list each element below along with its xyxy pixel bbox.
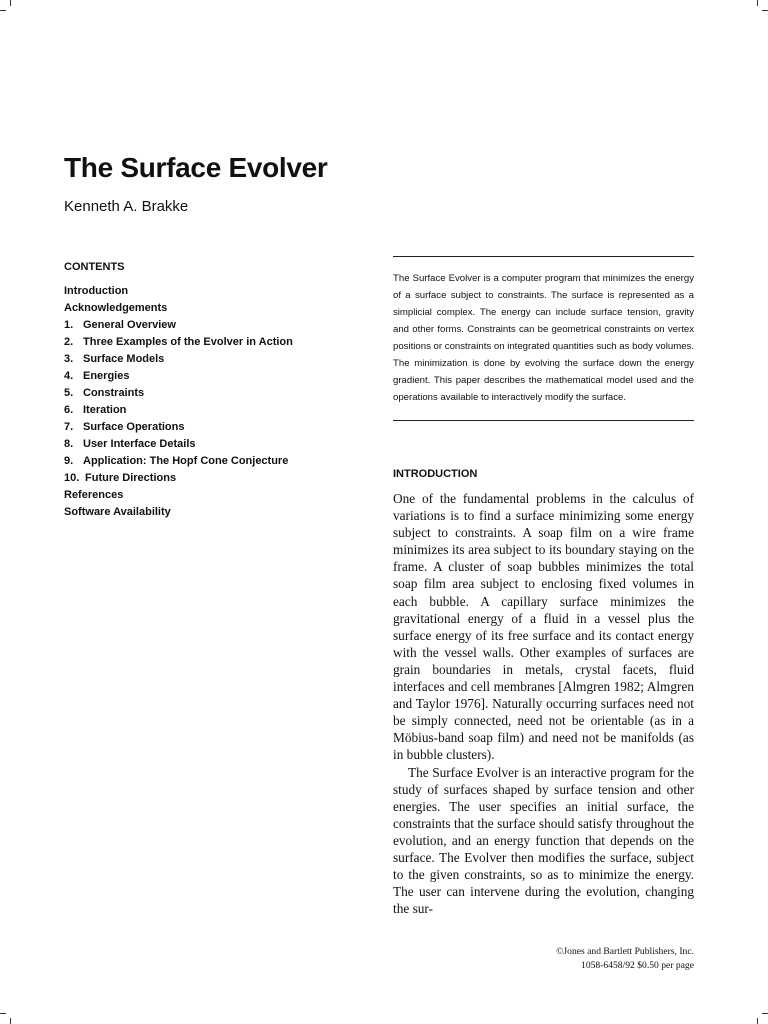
price-line: 1058-6458/92 $0.50 per page — [581, 960, 694, 971]
toc-item-number: 6. — [64, 404, 74, 416]
toc-item-number: 7. — [64, 421, 74, 433]
toc-item-label: Acknowledgements — [64, 302, 168, 314]
crop-mark — [757, 0, 758, 6]
toc-item — [64, 300, 293, 317]
crop-mark — [10, 0, 11, 6]
body-paragraph: One of the fundamental problems in the calculus of variations is to find a surface minimizing some energy subject to constraints. A soap film on a wire frame minimizes its area subject to its boundary staying on the frame. A cluster of soap bubbles minimizes the total soap film area subject to enclosing fixed volumes in each bubble. A capillary surface minimizes the gravitational energy of a fluid in a vessel plus the surface energy of its free surface and its contact energy with the vessel walls. Other examples of surfaces are grain boundaries in metals, crystal facets, fluid interfaces and cell membranes [Almgren 1982; Almgren and Taylor 1976]. Naturally occurring surfaces need not be simply connected, need not be orientable (as in a Möbius-band soap film) and need not be manifolds (as in bubble clusters). — [393, 491, 694, 763]
copyright-line: ©Jones and Bartlett Publishers, Inc. — [556, 946, 694, 957]
crop-mark — [10, 1018, 11, 1024]
crop-mark — [762, 1013, 768, 1014]
toc-item-number: 5. — [64, 387, 74, 399]
abstract-top-rule — [393, 256, 694, 257]
toc-item-number: 4. — [64, 370, 74, 382]
toc-item-label: Constraints — [83, 387, 145, 399]
toc-item-label: Iteration — [83, 404, 127, 416]
toc-item-label: Energies — [83, 370, 130, 382]
toc-item — [64, 385, 293, 402]
crop-mark — [0, 10, 6, 11]
toc-item — [64, 351, 293, 368]
abstract-bottom-rule — [393, 420, 694, 421]
section-heading-introduction: INTRODUCTION — [393, 468, 478, 480]
toc-item-label: Surface Operations — [83, 421, 185, 433]
toc-item-number: 1. — [64, 319, 74, 331]
toc-item — [64, 504, 293, 521]
crop-mark — [0, 1013, 6, 1014]
paper-title: The Surface Evolver — [64, 152, 328, 183]
toc-item-label: General Overview — [83, 319, 176, 331]
introduction-body — [393, 490, 694, 917]
toc-item — [64, 453, 293, 470]
toc-item — [64, 334, 293, 351]
toc-item — [64, 487, 293, 504]
toc-item-label: References — [64, 489, 124, 501]
toc-item — [64, 402, 293, 419]
toc-item-label: Application: The Hopf Cone Conjecture — [83, 455, 289, 467]
toc-item — [64, 470, 293, 487]
toc-item-number: 2. — [64, 336, 74, 348]
contents-heading: CONTENTS — [64, 261, 125, 273]
abstract: The Surface Evolver is a computer program that minimizes the energy of a surface subject to constraints. The surface is represented as a simplicial complex. The energy can include surface tension, gravity and other forms. Constraints can be geometrical constraints on vertex positions or constraints on integrated quantities such as body volumes. The minimization is done by evolving the surface down the energy gradient. This paper describes the mathematical model used and the operations available to interactively modify the surface. — [393, 273, 694, 403]
toc-item-number: 8. — [64, 438, 74, 450]
toc-item-label: Introduction — [64, 285, 129, 297]
toc-item — [64, 368, 293, 385]
toc-item-number: 3. — [64, 353, 74, 365]
toc-item-number: 10. — [64, 472, 80, 484]
toc-item-label: Three Examples of the Evolver in Action — [83, 336, 293, 348]
toc-item-number: 9. — [64, 455, 74, 467]
toc-item-label: Future Directions — [85, 472, 177, 484]
toc-item — [64, 283, 293, 300]
copyright-footer — [556, 945, 694, 973]
crop-mark — [757, 1018, 758, 1024]
toc-item — [64, 419, 293, 436]
toc-item-label: Surface Models — [83, 353, 165, 365]
author-name: Kenneth A. Brakke — [64, 198, 189, 215]
toc-item — [64, 436, 293, 453]
toc-item-label: User Interface Details — [83, 438, 196, 450]
toc-item-label: Software Availability — [64, 506, 171, 518]
crop-mark — [762, 10, 768, 11]
body-paragraph: The Surface Evolver is an interactive program for the study of surfaces shaped by surface tension and other energies. The user specifies an initial surface, the constraints that the surface should satisfy throughout the evolution, and an energy function that depends on the surface. The Evolver then modifies the surface, subject to the given constraints, so as to minimize the energy. The user can intervene during the evolution, changing the sur- — [393, 764, 694, 917]
table-of-contents — [64, 283, 293, 521]
toc-item — [64, 317, 293, 334]
